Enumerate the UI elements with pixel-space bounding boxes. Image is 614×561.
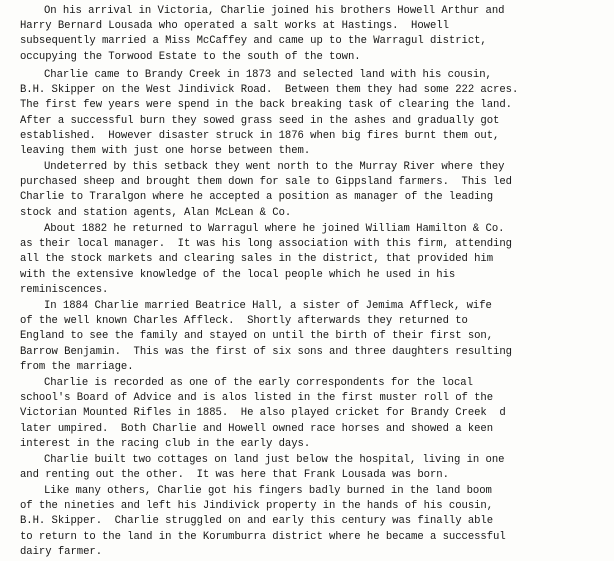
- text-line: Like many others, Charlie got his fingers badly burned in the land boom: [44, 485, 492, 497]
- text-line: About 1882 he returned to Warragul where he joined William Hamilton & Co.: [44, 223, 505, 235]
- text-line: as their local manager. It was his long association with this firm, attending: [20, 238, 512, 251]
- text-line: stock and station agents, Alan McLean & Co.: [20, 206, 292, 219]
- text-line: Undeterred by this setback they went north to the Murray River where they: [44, 161, 505, 173]
- text-line: occupying the Torwood Estate to the south of the town.: [20, 50, 361, 63]
- text-line: from the marriage.: [20, 360, 134, 373]
- text-line: Charlie built two cottages on land just below the hospital, living in one: [44, 454, 505, 466]
- text-line: school's Board of Advice and is alos listed in the first muster roll of the: [20, 392, 494, 405]
- text-line: of the well known Charles Affleck. Shortly afterwards they returned to: [20, 315, 468, 328]
- text-line: and renting out the other. It was here that Frank Lousada was born.: [20, 469, 449, 482]
- text-line: After a successful burn they sowed grass seed in the ashes and gradually got: [20, 114, 500, 127]
- text-line: purchased sheep and brought them down for sale to Gippsland farmers. This led: [20, 176, 512, 189]
- text-line: later umpired. Both Charlie and Howell owned race horses and showed a keen: [20, 422, 494, 435]
- paragraph-marriage: [20, 299, 610, 375]
- text-line: Charlie came to Brandy Creek in 1873 and selected land with his cousin,: [44, 69, 492, 81]
- text-line: with the extensive knowledge of the local people which he used in his: [20, 268, 456, 281]
- text-line: all the stock markets and clearing sales in the district, that provided him: [20, 253, 494, 266]
- paragraph-land-boom: [20, 484, 610, 560]
- text-line: On his arrival in Victoria, Charlie joined his brothers Howell Arthur and: [44, 5, 505, 17]
- text-line: The first few years were spend in the back breaking task of clearing the land.: [20, 99, 512, 112]
- text-line: reminiscences.: [20, 283, 109, 296]
- text-line: to return to the land in the Korumburra district where he became a successful: [20, 530, 506, 543]
- text-line: interest in the racing club in the early days.: [20, 437, 311, 450]
- text-line: dairy farmer.: [20, 545, 102, 558]
- text-line: Barrow Benjamin. This was the first of six sons and three daughters resulting: [20, 345, 512, 358]
- paragraph-cottages: [20, 453, 610, 483]
- text-line: leaving them with just one horse between them.: [20, 145, 311, 158]
- text-line: Victorian Mounted Rifles in 1885. He also played cricket for Brandy Creek d: [20, 407, 506, 420]
- paragraph-warragul-return: [20, 222, 610, 298]
- text-line: In 1884 Charlie married Beatrice Hall, a sister of Jemima Affleck, wife: [44, 300, 492, 312]
- text-line: B.H. Skipper. Charlie struggled on and early this century was finally able: [20, 515, 494, 528]
- text-line: B.H. Skipper on the West Jindivick Road. Between them they had some 222 acres.: [20, 84, 519, 97]
- paragraph-brandy-creek: [20, 68, 610, 159]
- text-line: established. However disaster struck in 1876 when big fires burnt them out,: [20, 129, 500, 142]
- text-line: Harry Bernard Lousada who operated a salt works at Hastings. Howell: [20, 20, 449, 33]
- paragraph-board-of-advice: [20, 376, 610, 452]
- paragraph-murray-river: [20, 160, 610, 221]
- text-line: Charlie to Traralgon where he accepted a position as manager of the leading: [20, 191, 494, 204]
- text-line: England to see the family and stayed on until the birth of their first son,: [20, 330, 494, 343]
- text-line: of the nineties and left his Jindivick property in the hands of his cousin,: [20, 500, 494, 513]
- text-line: subsequently married a Miss McCaffey and came up to the Warragul district,: [20, 35, 487, 48]
- paragraph-arrival: [20, 4, 610, 65]
- text-line: Charlie is recorded as one of the early correspondents for the local: [44, 377, 473, 389]
